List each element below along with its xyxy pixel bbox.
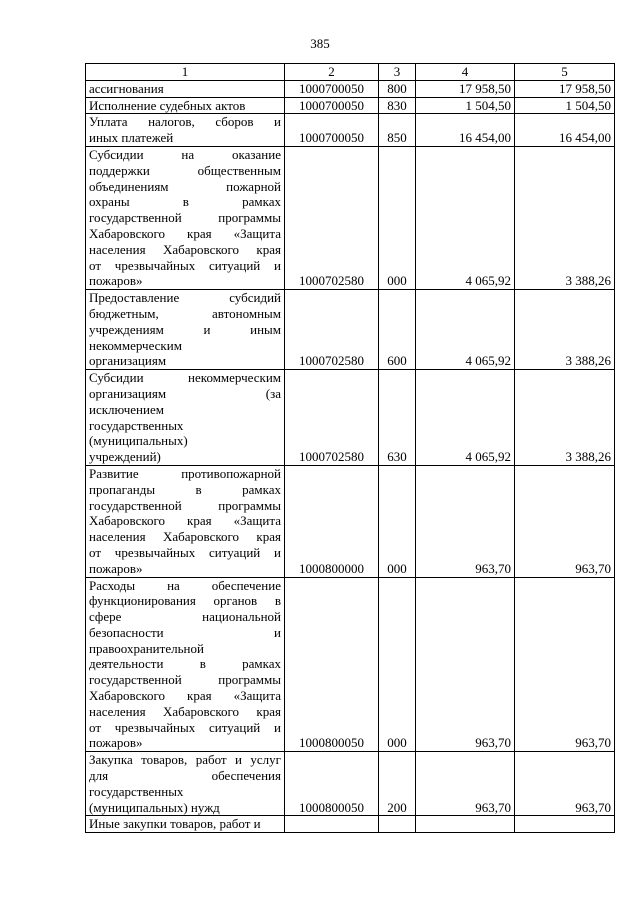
row-code: 1000702580 xyxy=(285,290,379,370)
row-value-4: 17 958,50 xyxy=(416,80,515,97)
table-body xyxy=(86,80,615,832)
row-name-line: пожаров» xyxy=(89,735,143,751)
table-row xyxy=(86,290,615,370)
row-name xyxy=(86,146,285,289)
budget-table xyxy=(85,63,615,833)
row-code xyxy=(285,816,379,833)
row-value-5: 963,70 xyxy=(515,752,615,816)
header-col-4: 4 xyxy=(416,64,515,81)
row-name-line: Исполнение судебных актов xyxy=(89,97,246,113)
row-name-line: Хабаровского края «Защита xyxy=(89,225,281,241)
table-row xyxy=(86,752,615,816)
row-name-line: функционирования органов в xyxy=(89,593,281,609)
row-name-line: населения Хабаровского края xyxy=(89,241,281,257)
row-name-line: государственной программы xyxy=(89,497,281,513)
row-name-line: пропаганды в рамках xyxy=(89,481,281,497)
row-type: 000 xyxy=(379,146,416,289)
row-name-line: иных платежей xyxy=(89,130,174,146)
row-name-line: для обеспечения xyxy=(89,768,281,784)
row-name xyxy=(86,97,285,114)
row-name-line: от чрезвычайных ситуаций и xyxy=(89,544,281,560)
table-row xyxy=(86,146,615,289)
row-value-5: 3 388,26 xyxy=(515,370,615,466)
header-col-2: 2 xyxy=(285,64,379,81)
row-name-line: населения Хабаровского края xyxy=(89,703,281,719)
row-type: 000 xyxy=(379,465,416,577)
row-name-line: Закупка товаров, работ и услуг xyxy=(89,752,281,768)
header-col-3: 3 xyxy=(379,64,416,81)
row-name-line: Развитие противопожарной xyxy=(89,465,281,481)
row-name xyxy=(86,752,285,816)
row-name-line: от чрезвычайных ситуаций и xyxy=(89,719,281,735)
row-code: 1000700050 xyxy=(285,80,379,97)
row-value-4: 963,70 xyxy=(416,465,515,577)
row-code: 1000800050 xyxy=(285,577,379,752)
row-type: 800 xyxy=(379,80,416,97)
table-row xyxy=(86,370,615,466)
row-code: 1000800050 xyxy=(285,752,379,816)
row-name-line: Уплата налогов, сборов и xyxy=(89,114,281,130)
row-code: 1000800000 xyxy=(285,465,379,577)
row-value-5: 1 504,50 xyxy=(515,97,615,114)
table-row xyxy=(86,465,615,577)
row-name-line: некоммерческим xyxy=(89,337,182,353)
row-code: 1000700050 xyxy=(285,97,379,114)
row-name xyxy=(86,465,285,577)
page-number: 385 xyxy=(310,36,330,51)
row-name-line: учреждений) xyxy=(89,449,161,465)
row-name-line: государственной программы xyxy=(89,672,281,688)
row-name xyxy=(86,80,285,97)
row-name-line: Иные закупки товаров, работ и xyxy=(89,816,261,832)
header-col-1: 1 xyxy=(86,64,285,81)
row-name-line: Субсидии на оказание xyxy=(89,146,281,162)
row-name-line: государственной программы xyxy=(89,210,281,226)
row-name-line: организациям xyxy=(89,353,167,369)
row-value-4: 4 065,92 xyxy=(416,370,515,466)
row-name-line: учреждениям и иным xyxy=(89,321,281,337)
row-name-line: (муниципальных) нужд xyxy=(89,799,220,815)
row-name xyxy=(86,290,285,370)
row-name xyxy=(86,114,285,147)
row-value-5: 963,70 xyxy=(515,577,615,752)
table-row xyxy=(86,816,615,833)
row-name-line: правоохранительной xyxy=(89,640,204,656)
header-row xyxy=(86,64,615,81)
row-name-line: ассигнования xyxy=(89,80,164,96)
row-value-5: 963,70 xyxy=(515,465,615,577)
row-name-line: Хабаровского края «Защита xyxy=(89,688,281,704)
row-value-5: 3 388,26 xyxy=(515,146,615,289)
row-value-5: 3 388,26 xyxy=(515,290,615,370)
row-name-line: Хабаровского края «Защита xyxy=(89,513,281,529)
row-type: 000 xyxy=(379,577,416,752)
row-type: 600 xyxy=(379,290,416,370)
row-name-line: сфере национальной xyxy=(89,609,281,625)
row-value-4 xyxy=(416,816,515,833)
row-value-5: 16 454,00 xyxy=(515,114,615,147)
row-name-line: организациям (за xyxy=(89,385,281,401)
row-name-line: государственных xyxy=(89,783,184,799)
row-name xyxy=(86,577,285,752)
row-name-line: бюджетным, автономным xyxy=(89,305,281,321)
row-value-4: 1 504,50 xyxy=(416,97,515,114)
row-name-line: от чрезвычайных ситуаций и xyxy=(89,257,281,273)
row-name xyxy=(86,816,285,833)
row-name-line: населения Хабаровского края xyxy=(89,529,281,545)
row-name-line: (муниципальных) xyxy=(89,433,188,449)
row-value-5: 17 958,50 xyxy=(515,80,615,97)
row-type: 850 xyxy=(379,114,416,147)
row-value-4: 4 065,92 xyxy=(416,290,515,370)
row-name-line: объединениям пожарной xyxy=(89,178,281,194)
row-code: 1000702580 xyxy=(285,370,379,466)
table-row xyxy=(86,80,615,97)
header-col-5: 5 xyxy=(515,64,615,81)
row-value-4: 963,70 xyxy=(416,752,515,816)
row-value-5 xyxy=(515,816,615,833)
row-name-line: пожаров» xyxy=(89,560,143,576)
row-type: 200 xyxy=(379,752,416,816)
row-type: 630 xyxy=(379,370,416,466)
row-name-line: государственных xyxy=(89,417,184,433)
row-code: 1000702580 xyxy=(285,146,379,289)
row-name-line: Субсидии некоммерческим xyxy=(89,370,281,386)
table-row xyxy=(86,577,615,752)
row-name xyxy=(86,370,285,466)
row-name-line: поддержки общественным xyxy=(89,162,281,178)
row-name-line: деятельности в рамках xyxy=(89,656,281,672)
row-name-line: охраны в рамках xyxy=(89,194,281,210)
row-name-line: Расходы на обеспечение xyxy=(89,577,281,593)
row-name-line: безопасности и xyxy=(89,624,281,640)
row-value-4: 16 454,00 xyxy=(416,114,515,147)
row-value-4: 963,70 xyxy=(416,577,515,752)
row-name-line: исключением xyxy=(89,401,164,417)
row-name-line: пожаров» xyxy=(89,273,143,289)
table-row xyxy=(86,114,615,147)
row-type xyxy=(379,816,416,833)
row-code: 1000700050 xyxy=(285,114,379,147)
row-name-line: Предоставление субсидий xyxy=(89,290,281,306)
row-value-4: 4 065,92 xyxy=(416,146,515,289)
row-type: 830 xyxy=(379,97,416,114)
table-row xyxy=(86,97,615,114)
